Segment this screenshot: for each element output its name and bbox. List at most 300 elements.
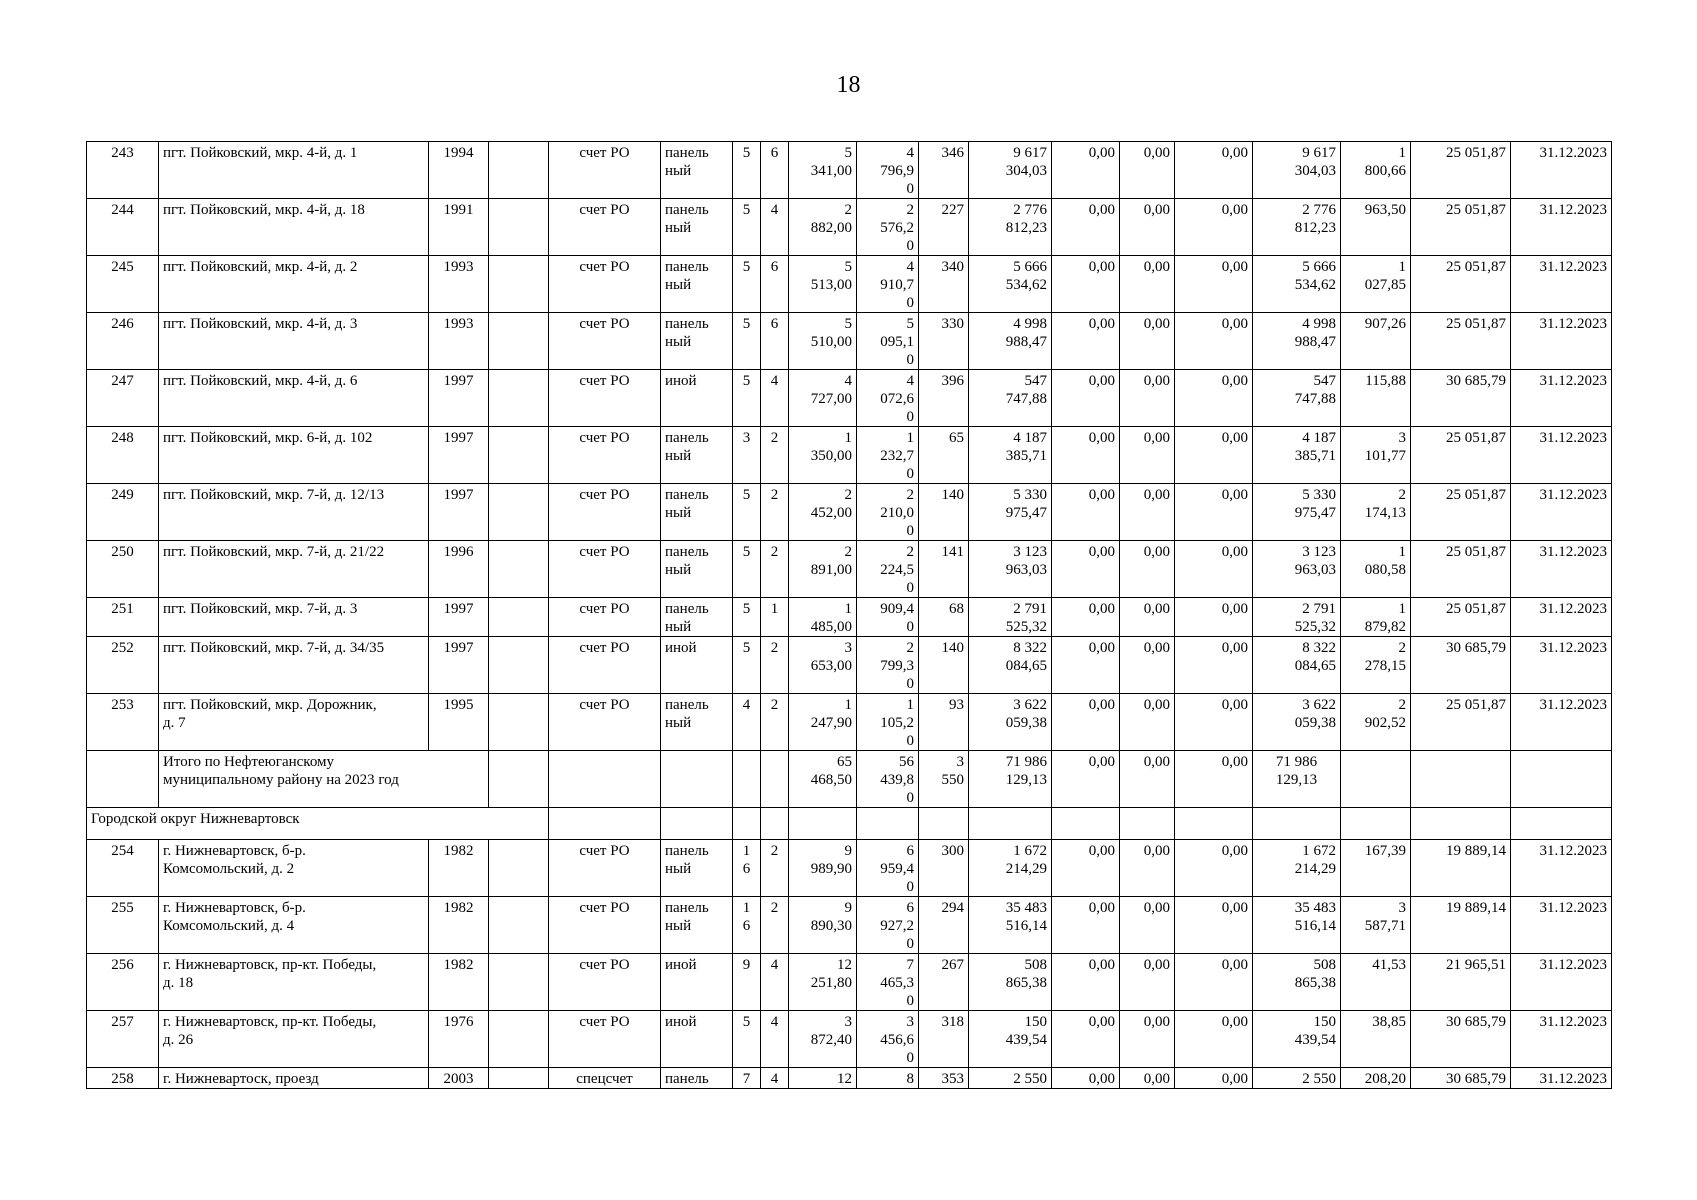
cell-deadline: 31.12.2023 xyxy=(1511,313,1612,370)
cell-empty-col xyxy=(489,751,549,808)
cell-total-cost: 547 747,88 xyxy=(969,370,1052,427)
cell-entrances xyxy=(761,751,789,808)
cell-deadline: 31.12.2023 xyxy=(1511,142,1612,199)
cell-max-cost: 19 889,14 xyxy=(1411,840,1511,897)
cell-wall-material: иной xyxy=(661,1011,733,1068)
cell-total-cost: 1 672 214,29 xyxy=(969,840,1052,897)
cell-address: г. Нижневартоск, проезд xyxy=(159,1068,429,1089)
cell-max-cost: 30 685,79 xyxy=(1411,637,1511,694)
cell-wall-material: иной xyxy=(661,637,733,694)
cell-deadline: 31.12.2023 xyxy=(1511,427,1612,484)
cell-wall-material: панель ный xyxy=(661,897,733,954)
cell-row-number: 253 xyxy=(87,694,159,751)
cell-address: пгт. Пойковский, мкр. 7-й, д. 34/35 xyxy=(159,637,429,694)
cell-total-area: 2 891,00 xyxy=(789,541,857,598)
cell-deadline: 31.12.2023 xyxy=(1511,1068,1612,1089)
cell-total-cost: 4 187 385,71 xyxy=(969,427,1052,484)
cell-year-built: 1982 xyxy=(429,840,489,897)
cell-wall-material: панель ный xyxy=(661,256,733,313)
cell-deadline: 31.12.2023 xyxy=(1511,1011,1612,1068)
cell-max-cost: 30 685,79 xyxy=(1411,1068,1511,1089)
cell-floors: 1 6 xyxy=(733,897,761,954)
cell-fund-method: счет РО xyxy=(549,313,661,370)
cell-living-area xyxy=(857,808,919,840)
section-header-row xyxy=(87,808,1612,840)
cell-wall-material: панель ный xyxy=(661,694,733,751)
cell-cost-budget: 0,00 xyxy=(1120,637,1175,694)
cell-total-cost: 150 439,54 xyxy=(969,1011,1052,1068)
cell-specific-cost: 41,53 xyxy=(1341,954,1411,1011)
cell-year-built: 1993 xyxy=(429,256,489,313)
cell-wall-material: иной xyxy=(661,370,733,427)
cell-row-number: 243 xyxy=(87,142,159,199)
cell-entrances: 4 xyxy=(761,1068,789,1089)
cell-floors: 5 xyxy=(733,256,761,313)
page-number: 18 xyxy=(836,72,861,98)
table-row xyxy=(87,598,1612,637)
cell-cost-fund: 0,00 xyxy=(1052,427,1120,484)
cell-living-area: 7 465,3 0 xyxy=(857,954,919,1011)
cell-row-number: 244 xyxy=(87,199,159,256)
cell-floors: 5 xyxy=(733,142,761,199)
cell-fund-method: счет РО xyxy=(549,142,661,199)
cell-max-cost: 30 685,79 xyxy=(1411,370,1511,427)
cell-cost-owners: 8 322 084,65 xyxy=(1253,637,1341,694)
cell-cost-owners: 2 791 525,32 xyxy=(1253,598,1341,637)
cell-cost-owners xyxy=(1253,808,1341,840)
cell-specific-cost: 2 278,15 xyxy=(1341,637,1411,694)
cell-fund-method: спецсчет xyxy=(549,1068,661,1089)
cell-fund-method xyxy=(549,751,661,808)
cell-residents: 300 xyxy=(919,840,969,897)
cell-total-area: 9 890,30 xyxy=(789,897,857,954)
cell-residents: 267 xyxy=(919,954,969,1011)
cell-row-number xyxy=(87,751,159,808)
cell-year-built: 1997 xyxy=(429,370,489,427)
cell-total-area: 12 251,80 xyxy=(789,954,857,1011)
cell-cost-budget: 0,00 xyxy=(1120,256,1175,313)
cell-total-cost: 2 776 812,23 xyxy=(969,199,1052,256)
table-row xyxy=(87,199,1612,256)
cell-living-area: 56 439,8 0 xyxy=(857,751,919,808)
cell-cost-fund: 0,00 xyxy=(1052,256,1120,313)
cell-year-built: 1993 xyxy=(429,313,489,370)
cell-year-built: 1982 xyxy=(429,897,489,954)
cell-fund-method: счет РО xyxy=(549,256,661,313)
cell-empty-col xyxy=(489,598,549,637)
cell-living-area: 2 576,2 0 xyxy=(857,199,919,256)
cell-cost-owners: 2 776 812,23 xyxy=(1253,199,1341,256)
cell-entrances: 2 xyxy=(761,541,789,598)
table-row xyxy=(87,541,1612,598)
cell-total-area: 3 653,00 xyxy=(789,637,857,694)
cell-cost-other xyxy=(1175,808,1253,840)
cell-specific-cost: 1 027,85 xyxy=(1341,256,1411,313)
cell-cost-other: 0,00 xyxy=(1175,484,1253,541)
cell-max-cost: 25 051,87 xyxy=(1411,484,1511,541)
cell-total-cost: 8 322 084,65 xyxy=(969,637,1052,694)
cell-total-area: 1 350,00 xyxy=(789,427,857,484)
cell-living-area: 909,4 0 xyxy=(857,598,919,637)
cell-year-built: 1994 xyxy=(429,142,489,199)
cell-deadline: 31.12.2023 xyxy=(1511,484,1612,541)
cell-residents: 318 xyxy=(919,1011,969,1068)
cell-cost-owners: 2 550 xyxy=(1253,1068,1341,1089)
cell-specific-cost: 1 879,82 xyxy=(1341,598,1411,637)
cell-year-built: 1982 xyxy=(429,954,489,1011)
table-row xyxy=(87,897,1612,954)
cell-total-cost: 35 483 516,14 xyxy=(969,897,1052,954)
cell-cost-fund: 0,00 xyxy=(1052,142,1120,199)
cell-cost-other: 0,00 xyxy=(1175,142,1253,199)
cell-floors: 5 xyxy=(733,370,761,427)
cell-cost-fund: 0,00 xyxy=(1052,1011,1120,1068)
cell-cost-budget: 0,00 xyxy=(1120,751,1175,808)
cell-row-number: 258 xyxy=(87,1068,159,1089)
cell-entrances: 2 xyxy=(761,637,789,694)
cell-address: пгт. Пойковский, мкр. 4-й, д. 2 xyxy=(159,256,429,313)
cell-cost-owners: 547 747,88 xyxy=(1253,370,1341,427)
cell-residents: 141 xyxy=(919,541,969,598)
cell-living-area: 6 927,2 0 xyxy=(857,897,919,954)
cell-specific-cost: 115,88 xyxy=(1341,370,1411,427)
cell-total-area: 5 510,00 xyxy=(789,313,857,370)
cell-fund-method: счет РО xyxy=(549,484,661,541)
cell-entrances: 2 xyxy=(761,484,789,541)
cell-residents: 140 xyxy=(919,637,969,694)
cell-year-built: 1976 xyxy=(429,1011,489,1068)
cell-cost-owners: 35 483 516,14 xyxy=(1253,897,1341,954)
cell-deadline: 31.12.2023 xyxy=(1511,256,1612,313)
cell-entrances: 2 xyxy=(761,694,789,751)
cell-empty-col xyxy=(489,142,549,199)
cell-floors: 5 xyxy=(733,598,761,637)
cell-wall-material: панель ный xyxy=(661,598,733,637)
cell-cost-owners: 150 439,54 xyxy=(1253,1011,1341,1068)
cell-total-area: 5 513,00 xyxy=(789,256,857,313)
cell-deadline xyxy=(1511,751,1612,808)
cell-total-area: 1 485,00 xyxy=(789,598,857,637)
cell-wall-material: панель ный xyxy=(661,142,733,199)
total-label: Итого по Нефтеюганскому муниципальному району на 2023 год xyxy=(159,751,489,808)
cell-cost-owners: 71 986 129,13 xyxy=(1253,751,1341,808)
cell-floors: 5 xyxy=(733,541,761,598)
cell-total-area: 4 727,00 xyxy=(789,370,857,427)
cell-residents: 330 xyxy=(919,313,969,370)
cell-cost-budget: 0,00 xyxy=(1120,313,1175,370)
cell-wall-material: панель ный xyxy=(661,484,733,541)
cell-specific-cost: 963,50 xyxy=(1341,199,1411,256)
cell-cost-fund: 0,00 xyxy=(1052,897,1120,954)
cell-row-number: 245 xyxy=(87,256,159,313)
cell-specific-cost xyxy=(1341,808,1411,840)
table-row xyxy=(87,694,1612,751)
table-row xyxy=(87,313,1612,370)
table-row xyxy=(87,1068,1612,1089)
cell-entrances: 2 xyxy=(761,840,789,897)
cell-row-number: 247 xyxy=(87,370,159,427)
cell-specific-cost: 208,20 xyxy=(1341,1068,1411,1089)
cell-cost-other: 0,00 xyxy=(1175,954,1253,1011)
cell-empty-col xyxy=(489,256,549,313)
cell-cost-budget: 0,00 xyxy=(1120,1011,1175,1068)
cell-living-area: 2 210,0 0 xyxy=(857,484,919,541)
cell-fund-method: счет РО xyxy=(549,840,661,897)
cell-cost-budget: 0,00 xyxy=(1120,897,1175,954)
cell-address: пгт. Пойковский, мкр. Дорожник, д. 7 xyxy=(159,694,429,751)
cell-fund-method: счет РО xyxy=(549,694,661,751)
cell-cost-fund: 0,00 xyxy=(1052,541,1120,598)
table-row xyxy=(87,954,1612,1011)
cell-entrances: 4 xyxy=(761,1011,789,1068)
cell-total-cost: 3 622 059,38 xyxy=(969,694,1052,751)
cell-cost-owners: 3 123 963,03 xyxy=(1253,541,1341,598)
cell-total-cost: 71 986 129,13 xyxy=(969,751,1052,808)
cell-address: пгт. Пойковский, мкр. 7-й, д. 12/13 xyxy=(159,484,429,541)
cell-empty-col xyxy=(489,694,549,751)
cell-cost-budget: 0,00 xyxy=(1120,199,1175,256)
cell-fund-method: счет РО xyxy=(549,1011,661,1068)
cell-address: пгт. Пойковский, мкр. 4-й, д. 1 xyxy=(159,142,429,199)
cell-total-area: 3 872,40 xyxy=(789,1011,857,1068)
cell-address: пгт. Пойковский, мкр. 4-й, д. 18 xyxy=(159,199,429,256)
cell-living-area: 2 799,3 0 xyxy=(857,637,919,694)
cell-residents: 93 xyxy=(919,694,969,751)
cell-floors: 5 xyxy=(733,313,761,370)
cell-cost-fund: 0,00 xyxy=(1052,694,1120,751)
cell-cost-fund: 0,00 xyxy=(1052,1068,1120,1089)
cell-deadline: 31.12.2023 xyxy=(1511,637,1612,694)
cell-floors: 9 xyxy=(733,954,761,1011)
cell-cost-fund xyxy=(1052,808,1120,840)
cell-residents: 340 xyxy=(919,256,969,313)
cell-entrances: 6 xyxy=(761,313,789,370)
cell-cost-other: 0,00 xyxy=(1175,1068,1253,1089)
cell-total-area xyxy=(789,808,857,840)
cell-total-area: 2 452,00 xyxy=(789,484,857,541)
cell-total-area: 12 xyxy=(789,1068,857,1089)
cell-empty-col xyxy=(489,199,549,256)
cell-row-number: 251 xyxy=(87,598,159,637)
cell-deadline: 31.12.2023 xyxy=(1511,897,1612,954)
cell-entrances: 4 xyxy=(761,954,789,1011)
cell-deadline: 31.12.2023 xyxy=(1511,954,1612,1011)
cell-floors: 1 6 xyxy=(733,840,761,897)
cell-deadline: 31.12.2023 xyxy=(1511,840,1612,897)
cell-residents: 294 xyxy=(919,897,969,954)
cell-address: пгт. Пойковский, мкр. 4-й, д. 6 xyxy=(159,370,429,427)
cell-fund-method xyxy=(549,808,661,840)
cell-cost-fund: 0,00 xyxy=(1052,370,1120,427)
cell-cost-other: 0,00 xyxy=(1175,637,1253,694)
cell-entrances: 2 xyxy=(761,897,789,954)
cell-total-cost: 3 123 963,03 xyxy=(969,541,1052,598)
cell-entrances: 6 xyxy=(761,142,789,199)
cell-deadline: 31.12.2023 xyxy=(1511,598,1612,637)
cell-row-number: 257 xyxy=(87,1011,159,1068)
cell-row-number: 256 xyxy=(87,954,159,1011)
cell-wall-material: иной xyxy=(661,954,733,1011)
cell-living-area: 8 xyxy=(857,1068,919,1089)
cell-living-area: 6 959,4 0 xyxy=(857,840,919,897)
cell-residents: 353 xyxy=(919,1068,969,1089)
cell-wall-material: панель ный xyxy=(661,199,733,256)
table-row xyxy=(87,1011,1612,1068)
cell-specific-cost: 38,85 xyxy=(1341,1011,1411,1068)
cell-fund-method: счет РО xyxy=(549,370,661,427)
cell-floors: 5 xyxy=(733,637,761,694)
cell-specific-cost: 2 174,13 xyxy=(1341,484,1411,541)
cell-cost-other: 0,00 xyxy=(1175,694,1253,751)
cell-year-built: 1997 xyxy=(429,598,489,637)
cell-fund-method: счет РО xyxy=(549,541,661,598)
cell-empty-col xyxy=(489,541,549,598)
cell-wall-material: панель ный xyxy=(661,541,733,598)
cell-cost-budget xyxy=(1120,808,1175,840)
cell-total-cost: 2 550 xyxy=(969,1068,1052,1089)
cell-address: пгт. Пойковский, мкр. 4-й, д. 3 xyxy=(159,313,429,370)
cell-year-built: 1996 xyxy=(429,541,489,598)
cell-total-area: 1 247,90 xyxy=(789,694,857,751)
cell-total-area: 65 468,50 xyxy=(789,751,857,808)
cell-residents: 346 xyxy=(919,142,969,199)
cell-cost-budget: 0,00 xyxy=(1120,598,1175,637)
cell-cost-other: 0,00 xyxy=(1175,370,1253,427)
cell-row-number: 252 xyxy=(87,637,159,694)
cell-address: г. Нижневартовск, пр-кт. Победы, д. 18 xyxy=(159,954,429,1011)
cell-cost-budget: 0,00 xyxy=(1120,694,1175,751)
cell-cost-owners: 4 187 385,71 xyxy=(1253,427,1341,484)
cell-cost-other: 0,00 xyxy=(1175,541,1253,598)
cell-cost-budget: 0,00 xyxy=(1120,427,1175,484)
cell-empty-col xyxy=(489,637,549,694)
cell-cost-budget: 0,00 xyxy=(1120,484,1175,541)
cell-entrances xyxy=(761,808,789,840)
cell-cost-fund: 0,00 xyxy=(1052,484,1120,541)
cell-floors xyxy=(733,751,761,808)
cell-cost-fund: 0,00 xyxy=(1052,637,1120,694)
cell-total-cost: 508 865,38 xyxy=(969,954,1052,1011)
cell-row-number: 254 xyxy=(87,840,159,897)
cell-cost-owners: 5 330 975,47 xyxy=(1253,484,1341,541)
cell-max-cost: 19 889,14 xyxy=(1411,897,1511,954)
cell-residents: 140 xyxy=(919,484,969,541)
cell-floors: 3 xyxy=(733,427,761,484)
cell-living-area: 1 105,2 0 xyxy=(857,694,919,751)
cell-address: г. Нижневартовск, пр-кт. Победы, д. 26 xyxy=(159,1011,429,1068)
cell-cost-other: 0,00 xyxy=(1175,313,1253,370)
cell-cost-owners: 508 865,38 xyxy=(1253,954,1341,1011)
cell-address: пгт. Пойковский, мкр. 7-й, д. 3 xyxy=(159,598,429,637)
cell-living-area: 4 796,9 0 xyxy=(857,142,919,199)
cell-max-cost: 25 051,87 xyxy=(1411,541,1511,598)
cell-cost-other: 0,00 xyxy=(1175,598,1253,637)
cell-living-area: 5 095,1 0 xyxy=(857,313,919,370)
cell-max-cost: 30 685,79 xyxy=(1411,1011,1511,1068)
cell-year-built: 1997 xyxy=(429,427,489,484)
cell-cost-owners: 3 622 059,38 xyxy=(1253,694,1341,751)
cell-cost-owners: 1 672 214,29 xyxy=(1253,840,1341,897)
cell-row-number: 255 xyxy=(87,897,159,954)
cell-empty-col xyxy=(489,840,549,897)
cell-max-cost: 25 051,87 xyxy=(1411,199,1511,256)
cell-total-cost xyxy=(969,808,1052,840)
cell-address: пгт. Пойковский, мкр. 6-й, д. 102 xyxy=(159,427,429,484)
cell-total-cost: 5 330 975,47 xyxy=(969,484,1052,541)
cell-address: г. Нижневартовск, б-р. Комсомольский, д. 2 xyxy=(159,840,429,897)
cell-specific-cost: 1 080,58 xyxy=(1341,541,1411,598)
cell-year-built: 2003 xyxy=(429,1068,489,1089)
cell-year-built: 1991 xyxy=(429,199,489,256)
cell-cost-budget: 0,00 xyxy=(1120,840,1175,897)
cell-floors: 5 xyxy=(733,199,761,256)
cell-deadline xyxy=(1511,808,1612,840)
cell-wall-material: панель ный xyxy=(661,427,733,484)
cell-empty-col xyxy=(489,313,549,370)
cell-specific-cost xyxy=(1341,751,1411,808)
cell-wall-material xyxy=(661,808,733,840)
cell-total-area: 2 882,00 xyxy=(789,199,857,256)
cell-living-area: 1 232,7 0 xyxy=(857,427,919,484)
cell-empty-col xyxy=(489,427,549,484)
cell-living-area: 3 456,6 0 xyxy=(857,1011,919,1068)
cell-cost-budget: 0,00 xyxy=(1120,954,1175,1011)
cell-wall-material: панель ный xyxy=(661,313,733,370)
cell-year-built: 1995 xyxy=(429,694,489,751)
cell-cost-other: 0,00 xyxy=(1175,897,1253,954)
cell-specific-cost: 167,39 xyxy=(1341,840,1411,897)
cell-max-cost: 25 051,87 xyxy=(1411,256,1511,313)
table-row xyxy=(87,484,1612,541)
cell-cost-budget: 0,00 xyxy=(1120,370,1175,427)
cell-cost-other: 0,00 xyxy=(1175,1011,1253,1068)
cell-cost-owners: 5 666 534,62 xyxy=(1253,256,1341,313)
cell-cost-fund: 0,00 xyxy=(1052,598,1120,637)
cell-fund-method: счет РО xyxy=(549,954,661,1011)
cell-max-cost: 25 051,87 xyxy=(1411,427,1511,484)
cell-specific-cost: 3 587,71 xyxy=(1341,897,1411,954)
cell-residents xyxy=(919,808,969,840)
cell-deadline: 31.12.2023 xyxy=(1511,541,1612,598)
cell-residents: 396 xyxy=(919,370,969,427)
cell-empty-col xyxy=(489,897,549,954)
cell-empty-col xyxy=(489,370,549,427)
cell-living-area: 2 224,5 0 xyxy=(857,541,919,598)
cell-residents: 227 xyxy=(919,199,969,256)
cell-wall-material: панель ный xyxy=(661,840,733,897)
section-title: Городской округ Нижневартовск xyxy=(87,808,549,840)
cell-total-cost: 9 617 304,03 xyxy=(969,142,1052,199)
cell-residents: 68 xyxy=(919,598,969,637)
cell-deadline: 31.12.2023 xyxy=(1511,370,1612,427)
cell-max-cost: 25 051,87 xyxy=(1411,313,1511,370)
cell-deadline: 31.12.2023 xyxy=(1511,694,1612,751)
cell-cost-other: 0,00 xyxy=(1175,751,1253,808)
cell-row-number: 248 xyxy=(87,427,159,484)
cell-entrances: 1 xyxy=(761,598,789,637)
cell-fund-method: счет РО xyxy=(549,897,661,954)
cell-cost-budget: 0,00 xyxy=(1120,142,1175,199)
cell-cost-fund: 0,00 xyxy=(1052,840,1120,897)
cell-empty-col xyxy=(489,954,549,1011)
cell-deadline: 31.12.2023 xyxy=(1511,199,1612,256)
cell-total-area: 9 989,90 xyxy=(789,840,857,897)
cell-max-cost xyxy=(1411,751,1511,808)
cell-cost-other: 0,00 xyxy=(1175,840,1253,897)
cell-cost-owners: 4 998 988,47 xyxy=(1253,313,1341,370)
cell-entrances: 4 xyxy=(761,370,789,427)
cell-cost-budget: 0,00 xyxy=(1120,1068,1175,1089)
